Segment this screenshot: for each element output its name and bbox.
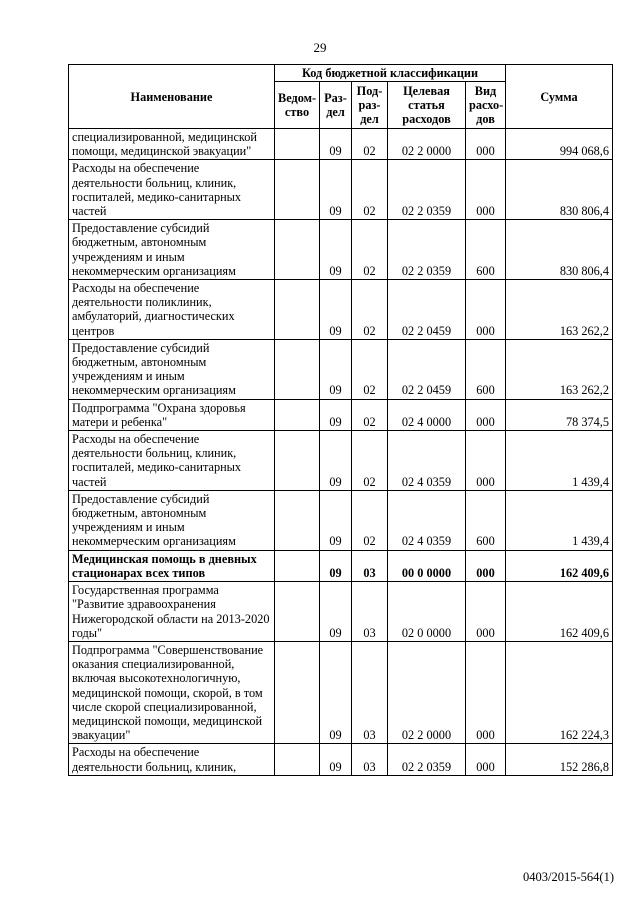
row-target-item: 00 0 0000 — [388, 550, 466, 581]
row-podrazdel: 02 — [352, 339, 388, 399]
document-code: 0403/2015-564(1) — [523, 870, 614, 884]
header-code-group: Код бюджетной классификации — [275, 65, 506, 82]
row-sum: 162 224,3 — [506, 641, 613, 743]
row-name: Подпрограмма "Охрана здоровья матери и ребенка" — [69, 399, 275, 430]
row-expense-type: 000 — [466, 431, 506, 491]
table-row — [69, 550, 613, 581]
row-podrazdel: 03 — [352, 550, 388, 581]
table-row — [69, 582, 613, 642]
row-sum: 162 409,6 — [506, 582, 613, 642]
row-name: Предоставление субсидий бюджетным, автономным учреждениям и иным некоммерческим организациям — [69, 490, 275, 550]
row-target-item: 02 0 0000 — [388, 582, 466, 642]
row-razdel: 09 — [320, 431, 352, 491]
row-name: Расходы на обеспечение деятельности поликлиник, амбулаторий, диагностических центров — [69, 280, 275, 340]
row-razdel: 09 — [320, 160, 352, 220]
row-razdel: 09 — [320, 220, 352, 280]
row-target-item: 02 2 0459 — [388, 339, 466, 399]
row-vedomstvo — [275, 641, 320, 743]
table-row — [69, 220, 613, 280]
row-vedomstvo — [275, 550, 320, 581]
row-target-item: 02 2 0359 — [388, 220, 466, 280]
row-expense-type: 000 — [466, 399, 506, 430]
table-row — [69, 160, 613, 220]
row-podrazdel: 03 — [352, 582, 388, 642]
row-razdel: 09 — [320, 339, 352, 399]
row-name: Подпрограмма "Совершенствование оказания специализированной, включая высокотехнологичную, медицинской помощи, скорой, в том числе скорой специализированной, медицинской помощи, медицинской эвакуации" — [69, 641, 275, 743]
row-vedomstvo — [275, 431, 320, 491]
row-name: Предоставление субсидий бюджетным, автономным учреждениям и иным некоммерческим организациям — [69, 220, 275, 280]
row-name: специализированной, медицинской помощи, медицинской эвакуации" — [69, 129, 275, 160]
row-target-item: 02 4 0359 — [388, 431, 466, 491]
row-target-item: 02 2 0459 — [388, 280, 466, 340]
row-name: Медицинская помощь в дневных стационарах всех типов — [69, 550, 275, 581]
row-vedomstvo — [275, 339, 320, 399]
row-expense-type: 600 — [466, 339, 506, 399]
row-podrazdel: 03 — [352, 744, 388, 775]
row-vedomstvo — [275, 160, 320, 220]
row-sum: 162 409,6 — [506, 550, 613, 581]
row-target-item: 02 4 0359 — [388, 490, 466, 550]
row-sum: 78 374,5 — [506, 399, 613, 430]
row-razdel: 09 — [320, 490, 352, 550]
table-row — [69, 490, 613, 550]
row-name: Государственная программа "Развитие здравоохранения Нижегородской области на 2013-2020 годы" — [69, 582, 275, 642]
row-razdel: 09 — [320, 744, 352, 775]
row-name: Расходы на обеспечение деятельности больниц, клиник, госпиталей, медико-санитарных частей — [69, 160, 275, 220]
row-target-item: 02 2 0359 — [388, 160, 466, 220]
header-vedomstvo: Ведом-ство — [275, 82, 320, 129]
row-expense-type: 000 — [466, 280, 506, 340]
row-sum: 152 286,8 — [506, 744, 613, 775]
row-sum: 163 262,2 — [506, 280, 613, 340]
table-row — [69, 399, 613, 430]
table-row — [69, 280, 613, 340]
row-sum: 830 806,4 — [506, 220, 613, 280]
row-target-item: 02 2 0359 — [388, 744, 466, 775]
row-expense-type: 600 — [466, 220, 506, 280]
row-razdel: 09 — [320, 280, 352, 340]
header-podrazdel: Под-раз-дел — [352, 82, 388, 129]
header-target-item: Целевая статья расходов — [388, 82, 466, 129]
table-row — [69, 641, 613, 743]
table-row — [69, 744, 613, 775]
page-number: 29 — [313, 40, 327, 55]
row-vedomstvo — [275, 399, 320, 430]
row-vedomstvo — [275, 582, 320, 642]
row-expense-type: 000 — [466, 582, 506, 642]
row-podrazdel: 02 — [352, 399, 388, 430]
row-podrazdel: 02 — [352, 490, 388, 550]
row-podrazdel: 02 — [352, 280, 388, 340]
row-sum: 994 068,6 — [506, 129, 613, 160]
row-podrazdel: 02 — [352, 220, 388, 280]
row-sum: 830 806,4 — [506, 160, 613, 220]
table-row — [69, 339, 613, 399]
row-razdel: 09 — [320, 129, 352, 160]
row-vedomstvo — [275, 280, 320, 340]
header-expense-type: Вид расхо-дов — [466, 82, 506, 129]
row-podrazdel: 02 — [352, 431, 388, 491]
row-vedomstvo — [275, 490, 320, 550]
table-row — [69, 431, 613, 491]
row-name: Расходы на обеспечение деятельности больниц, клиник, — [69, 744, 275, 775]
header-razdel: Раз-дел — [320, 82, 352, 129]
row-razdel: 09 — [320, 550, 352, 581]
row-podrazdel: 02 — [352, 160, 388, 220]
row-expense-type: 000 — [466, 744, 506, 775]
row-podrazdel: 03 — [352, 641, 388, 743]
row-podrazdel: 02 — [352, 129, 388, 160]
table-body — [69, 129, 613, 776]
row-expense-type: 000 — [466, 129, 506, 160]
row-target-item: 02 4 0000 — [388, 399, 466, 430]
row-vedomstvo — [275, 129, 320, 160]
row-vedomstvo — [275, 220, 320, 280]
row-name: Расходы на обеспечение деятельности больниц, клиник, госпиталей, медико-санитарных частей — [69, 431, 275, 491]
row-razdel: 09 — [320, 641, 352, 743]
row-target-item: 02 2 0000 — [388, 129, 466, 160]
budget-table — [68, 64, 613, 776]
header-sum: Сумма — [506, 65, 613, 129]
row-razdel: 09 — [320, 399, 352, 430]
row-sum: 1 439,4 — [506, 431, 613, 491]
row-name: Предоставление субсидий бюджетным, автономным учреждениям и иным некоммерческим организациям — [69, 339, 275, 399]
header-name: Наименование — [69, 65, 275, 129]
row-expense-type: 000 — [466, 641, 506, 743]
row-sum: 1 439,4 — [506, 490, 613, 550]
row-sum: 163 262,2 — [506, 339, 613, 399]
row-target-item: 02 2 0000 — [388, 641, 466, 743]
row-razdel: 09 — [320, 582, 352, 642]
row-expense-type: 000 — [466, 550, 506, 581]
table-row — [69, 129, 613, 160]
row-expense-type: 000 — [466, 160, 506, 220]
row-expense-type: 600 — [466, 490, 506, 550]
row-vedomstvo — [275, 744, 320, 775]
